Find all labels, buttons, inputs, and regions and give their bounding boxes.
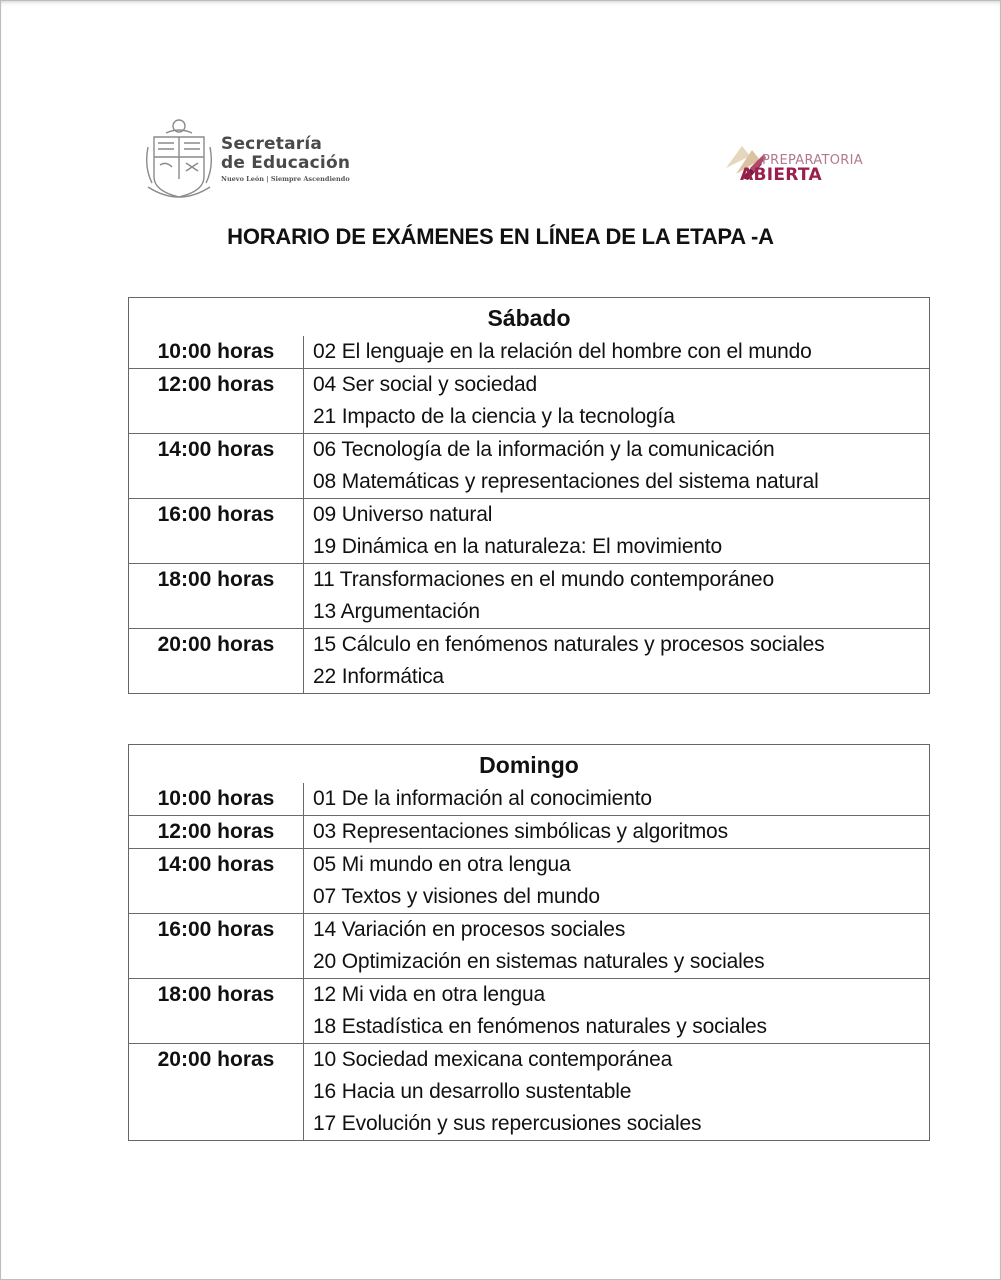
table-row: [129, 848, 929, 913]
subjects-cell: [304, 629, 929, 693]
subject-item: 05 Mi mundo en otra lengua: [313, 853, 571, 876]
logo-subtitle: Nuevo León | Siempre Ascendiendo: [221, 175, 350, 183]
subject-item: 11 Transformaciones en el mundo contemporáneo: [313, 568, 774, 591]
time-cell: 14:00 horas: [129, 849, 304, 913]
time-cell: 14:00 horas: [129, 434, 304, 498]
table-row: [129, 913, 929, 978]
table-row: [129, 978, 929, 1043]
document-title: HORARIO DE EXÁMENES EN LÍNEA DE LA ETAPA -A: [227, 224, 774, 249]
table-row: [129, 1043, 929, 1140]
subjects-cell: [304, 914, 929, 978]
subjects-cell: [304, 849, 929, 913]
subject-item: 04 Ser social y sociedad: [313, 373, 538, 396]
schedule-table-sunday: [128, 744, 930, 1141]
subject-item: 19 Dinámica en la naturaleza: El movimiento: [313, 535, 723, 558]
subjects-cell: [304, 1044, 929, 1140]
subjects-cell: [304, 369, 929, 433]
subject-item: 06 Tecnología de la información y la comunicación: [313, 438, 775, 461]
subjects-cell: [304, 336, 929, 368]
subjects-cell: [304, 816, 929, 848]
subject-item: 21 Impacto de la ciencia y la tecnología: [313, 405, 675, 428]
table-row: [129, 368, 929, 433]
table-row: [129, 498, 929, 563]
time-cell: 18:00 horas: [129, 979, 304, 1043]
table-row: [129, 628, 929, 693]
time-cell: 16:00 horas: [129, 499, 304, 563]
state-crest-icon: [144, 117, 214, 202]
table-row: [129, 336, 929, 368]
time-cell: 12:00 horas: [129, 816, 304, 848]
table-row: [129, 563, 929, 628]
logo-line2: de Educación: [221, 153, 351, 173]
time-cell: 10:00 horas: [129, 783, 304, 815]
subject-item: 12 Mi vida en otra lengua: [313, 983, 546, 1006]
table-row: [129, 433, 929, 498]
logo-line1: PREPARATORIA: [762, 153, 863, 168]
logo-line1: Secretaría: [221, 134, 323, 154]
slot-list: [129, 336, 929, 693]
subject-item: 08 Matemáticas y representaciones del sistema natural: [313, 470, 819, 493]
time-cell: 18:00 horas: [129, 564, 304, 628]
secretaria-educacion-logo: [144, 117, 374, 202]
subject-item: 07 Textos y visiones del mundo: [313, 885, 600, 908]
preparatoria-abierta-logo: [722, 138, 882, 188]
subject-item: 01 De la información al conocimiento: [313, 787, 652, 810]
subject-item: 18 Estadística en fenómenos naturales y sociales: [313, 1015, 767, 1038]
subject-item: 22 Informática: [313, 665, 444, 688]
secretaria-wordmark: [221, 135, 350, 183]
subject-item: 13 Argumentación: [313, 600, 480, 623]
subjects-cell: [304, 434, 929, 498]
table-row: [129, 783, 929, 815]
time-cell: 20:00 horas: [129, 1044, 304, 1140]
subject-item: 10 Sociedad mexicana contemporánea: [313, 1048, 673, 1071]
subjects-cell: [304, 783, 929, 815]
subject-item: 17 Evolución y sus repercusiones sociales: [313, 1112, 702, 1135]
subject-item: 14 Variación en procesos sociales: [313, 918, 626, 941]
subject-item: 16 Hacia un desarrollo sustentable: [313, 1080, 632, 1103]
slot-list: [129, 783, 929, 1140]
subject-item: 09 Universo natural: [313, 503, 493, 526]
day-header: Sábado: [487, 305, 571, 331]
time-cell: 10:00 horas: [129, 336, 304, 368]
table-row: [129, 815, 929, 848]
subjects-cell: [304, 979, 929, 1043]
time-cell: 20:00 horas: [129, 629, 304, 693]
subject-item: 02 El lenguaje en la relación del hombre con el mundo: [313, 340, 812, 363]
subject-item: 03 Representaciones simbólicas y algoritmos: [313, 820, 728, 843]
subjects-cell: [304, 564, 929, 628]
subjects-cell: [304, 499, 929, 563]
schedule-table-saturday: [128, 297, 930, 694]
subject-item: 15 Cálculo en fenómenos naturales y procesos sociales: [313, 633, 825, 656]
logo-line2: ABIERTA: [740, 165, 822, 185]
day-header: Domingo: [479, 752, 579, 778]
time-cell: 16:00 horas: [129, 914, 304, 978]
subject-item: 20 Optimización en sistemas naturales y sociales: [313, 950, 765, 973]
time-cell: 12:00 horas: [129, 369, 304, 433]
